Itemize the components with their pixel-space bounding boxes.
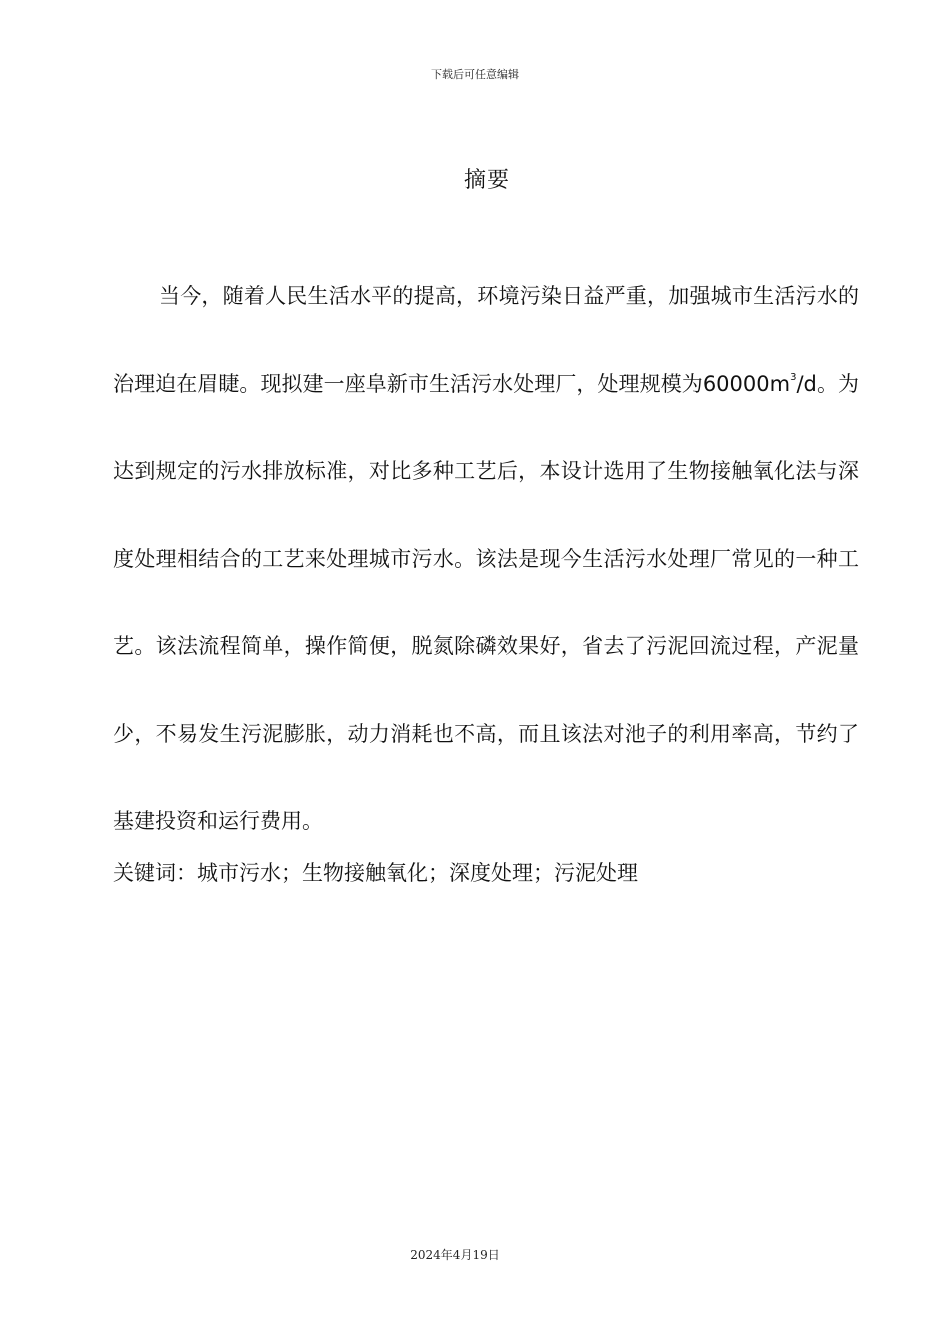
keywords-values: 城市污水；生物接触氧化；深度处理；污泥处理 bbox=[197, 861, 638, 885]
keywords-label: 关键词： bbox=[113, 861, 197, 885]
abstract-body bbox=[113, 253, 859, 866]
unit-superscript: 3 bbox=[790, 371, 797, 383]
abstract-body-part2: /d。为达到规定的污水排放标准，对比多种工艺后，本设计选用了生物接触氧化法与深度处理相结合的工艺来处理城市污水。该法是现今生活污水处理厂常见的一种工艺。该法流程简单，操作简便，脱氮除磷效果好，省去了污泥回流过程，产泥量少，不易发生污泥膨胀，动力消耗也不高，而且该法对池子的利用率高，节约了基建投资和运行费用。 bbox=[113, 371, 860, 833]
footer-date: 2024年4月19日 bbox=[410, 1248, 500, 1262]
abstract-title: 摘要 bbox=[463, 168, 510, 193]
abstract-body-part1: 当今，随着人民生活水平的提高，环境污染日益严重，加强城市生活污水的治理迫在眉睫。现拟建一座阜新市生活污水处理厂，处理规模为60000m bbox=[113, 284, 859, 396]
keywords-line bbox=[113, 857, 859, 889]
header-note: 下载后可任意编辑 bbox=[431, 68, 519, 81]
